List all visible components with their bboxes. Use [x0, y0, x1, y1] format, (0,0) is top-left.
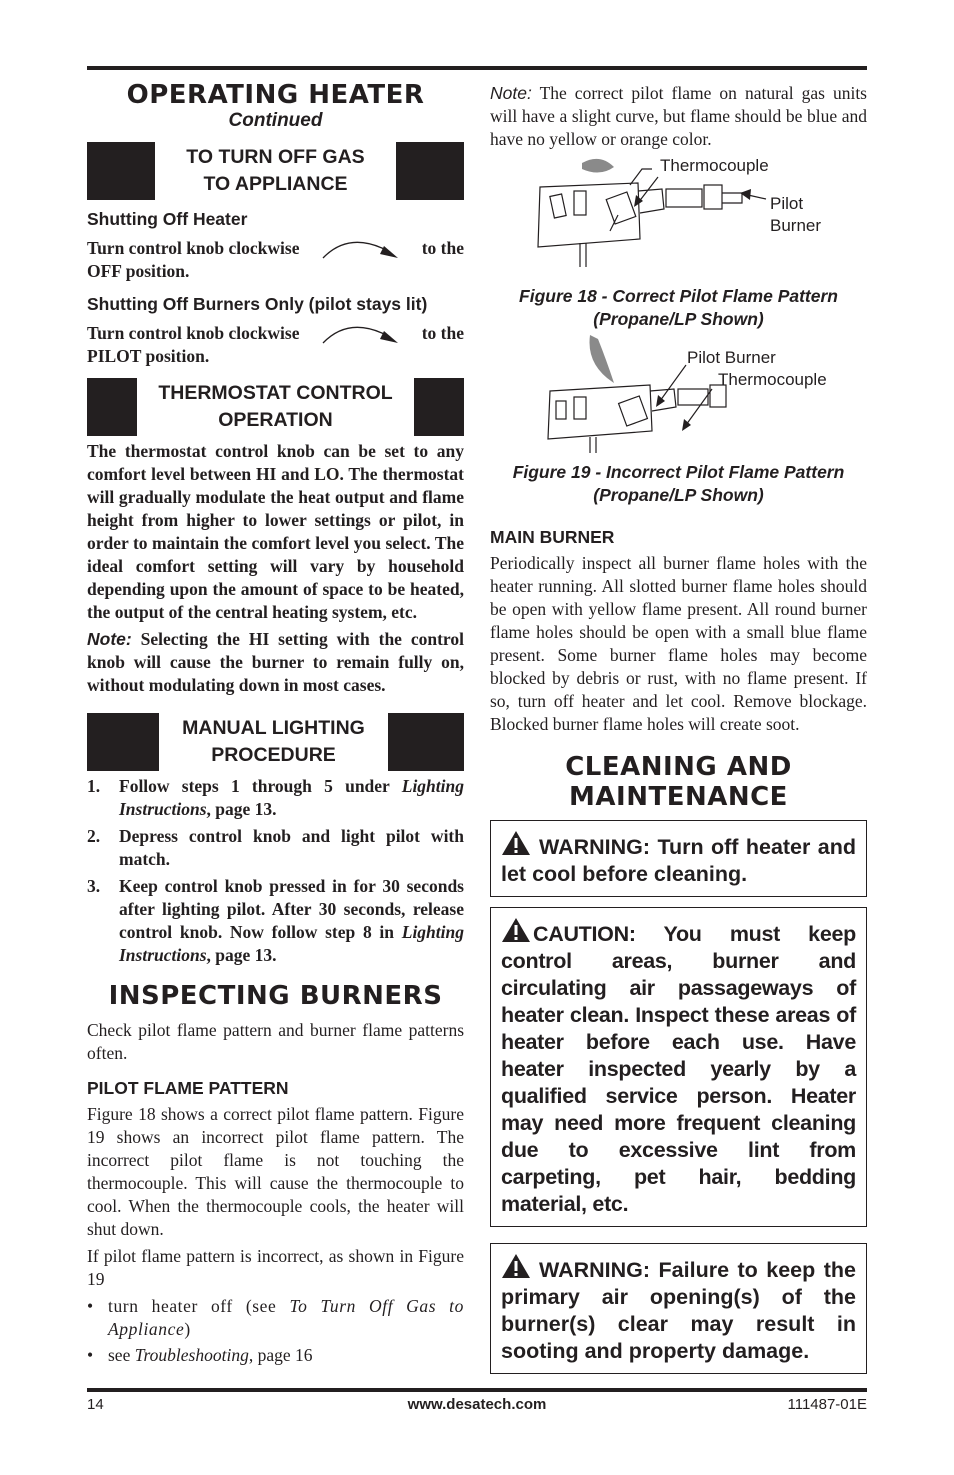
- label-thermocouple: Thermocouple: [718, 370, 827, 389]
- heading-turn-off-gas: [87, 142, 464, 200]
- left-column: [87, 80, 464, 1370]
- list-item: • see Troubleshooting, page 16: [87, 1345, 313, 1365]
- subheading-main-burner: MAIN BURNER: [490, 527, 615, 547]
- figure-19-caption: Figure 19 - Incorrect Pilot Flame Pattern (Propane/LP Shown): [512, 462, 845, 505]
- heading-bar-left: [87, 378, 137, 436]
- figure-19: [490, 335, 867, 457]
- bottom-rule: [87, 1388, 867, 1392]
- warning-box-air-opening: WARNING: Failure to keep the primary air opening(s) of the burner(s) clear may result in sooting and property damage.: [490, 1243, 867, 1374]
- pilot-bullets: [87, 1295, 464, 1367]
- heading-manual-lighting: [87, 713, 464, 771]
- heading-line: OPERATION: [218, 409, 333, 431]
- pilot-if-incorrect: If pilot flame pattern is incorrect, as shown in Figure 19: [87, 1246, 464, 1289]
- top-rule: [87, 66, 867, 70]
- subheading-shutting-off-heater: Shutting Off Heater: [87, 209, 248, 229]
- manual-steps: [87, 775, 464, 967]
- list-item: 1. Follow steps 1 through 5 under Lighting Instructions, page 13.: [87, 776, 464, 819]
- heading-line: THERMOSTAT CONTROL: [158, 382, 393, 404]
- figure-18-caption: Figure 18 - Correct Pilot Flame Pattern (Propane/LP Shown): [519, 286, 838, 329]
- heading-bar-left: [87, 713, 159, 771]
- list-item: • turn heater off (see To Turn Off Gas to Appliance): [87, 1296, 464, 1339]
- document-number: 111487-01E: [787, 1396, 867, 1413]
- heading-bar-left: [87, 142, 155, 200]
- continued-label: Continued: [228, 110, 323, 131]
- warning-triangle-icon: [501, 1253, 531, 1279]
- caution-box: CAUTION: You must keep control areas, burner and circulating air passageways of heater clean. Inspect these areas of heater before each use. Have heater inspected yearly by a qualified service person. Heater may need more frequent cleaning due to excessive lint from carpeting, pet hair, bedding material, etc.: [490, 907, 867, 1227]
- natural-gas-note: Note: The correct pilot flame on natural gas units will have a slight curve, but flame should be blue and have no yellow or orange color.: [490, 83, 867, 149]
- clockwise-arrow-icon: [320, 234, 402, 260]
- warning-box-turn-off: WARNING: Turn off heater and let cool before cleaning.: [490, 820, 867, 897]
- footer-url: www.desatech.com: [407, 1396, 547, 1413]
- heading-thermostat: [87, 378, 464, 436]
- label-pilot-burner: Pilot Burner: [687, 348, 776, 367]
- knob-instruction-pilot: Turn control knob clockwise to the: [87, 319, 464, 345]
- list-item: 3. Keep control knob pressed in for 30 seconds after lighting pilot. After 30 seconds, release control knob. Now follow step 8 in Lighting Instructions, page 13.: [87, 876, 464, 965]
- thermostat-body: The thermostat control knob can be set to any comfort level between HI and LO. The thermostat will gradually modulate the heat output and flame height from higher to lower settings or pilot, in order to maintain the comfort level you select. The ideal comfort setting will vary by household depending upon the amount of space to be heated, the output of the central heating system, etc.: [87, 441, 464, 622]
- heading-bar-right: [388, 713, 464, 771]
- clockwise-arrow-icon: [320, 319, 402, 345]
- section-title-inspecting: INSPECTING BURNERS: [108, 981, 443, 1011]
- knob-instruction-off-end: OFF position.: [87, 261, 190, 281]
- warning-triangle-icon: [501, 917, 531, 943]
- thermostat-note: Note: Selecting the HI setting with the control knob will cause the burner to remain fully on, without modulating down in most cases.: [87, 629, 464, 695]
- inspecting-intro: Check pilot flame pattern and burner flame patterns often.: [87, 1020, 464, 1063]
- label-pilot: Pilot: [770, 194, 804, 213]
- label-burner: Burner: [770, 216, 822, 235]
- pilot-body: Figure 18 shows a correct pilot flame pattern. Figure 19 shows an incorrect pilot flame pattern. The incorrect pilot flame is not touching the thermocouple. This will cause the thermocouple to cool. When the thermocouple cools, the heater will shut down.: [87, 1104, 464, 1239]
- section-title-operating-heater: OPERATING HEATER: [126, 80, 425, 110]
- heading-line: TO TURN OFF GAS: [186, 146, 365, 168]
- pilot-burner-incorrect-illustration: [490, 335, 867, 457]
- warning-triangle-icon: [501, 830, 531, 856]
- knob-instruction-pilot-end: PILOT position.: [87, 346, 210, 366]
- heading-line: MANUAL LIGHTING: [182, 717, 365, 739]
- heading-bar-right: [396, 142, 464, 200]
- heading-bar-right: [414, 378, 464, 436]
- subheading-pilot-flame: PILOT FLAME PATTERN: [87, 1078, 289, 1098]
- subheading-shutting-off-burners: Shutting Off Burners Only (pilot stays lit): [87, 294, 428, 314]
- label-thermocouple: Thermocouple: [660, 156, 769, 175]
- page-number: 14: [87, 1396, 104, 1413]
- list-item: 2. Depress control knob and light pilot with match.: [87, 826, 464, 869]
- section-title-cleaning: CLEANING AND MAINTENANCE: [565, 752, 792, 812]
- heading-line: PROCEDURE: [211, 744, 336, 766]
- right-column: [490, 82, 867, 1374]
- knob-instruction-off: Turn control knob clockwise to the: [87, 234, 464, 260]
- main-burner-body: Periodically inspect all burner flame holes with the heater running. All slotted burner flame holes should be open with yellow flame present. All round burner flame holes should be open with a small blue flame present. Some burner flame holes may become blocked by debris or rust, with no flame present. If so, turn off heater and let cool. Remove blockage. Blocked burner flame holes will create soot.: [490, 553, 867, 734]
- figure-18: [490, 155, 867, 277]
- heading-line: TO APPLIANCE: [203, 173, 348, 195]
